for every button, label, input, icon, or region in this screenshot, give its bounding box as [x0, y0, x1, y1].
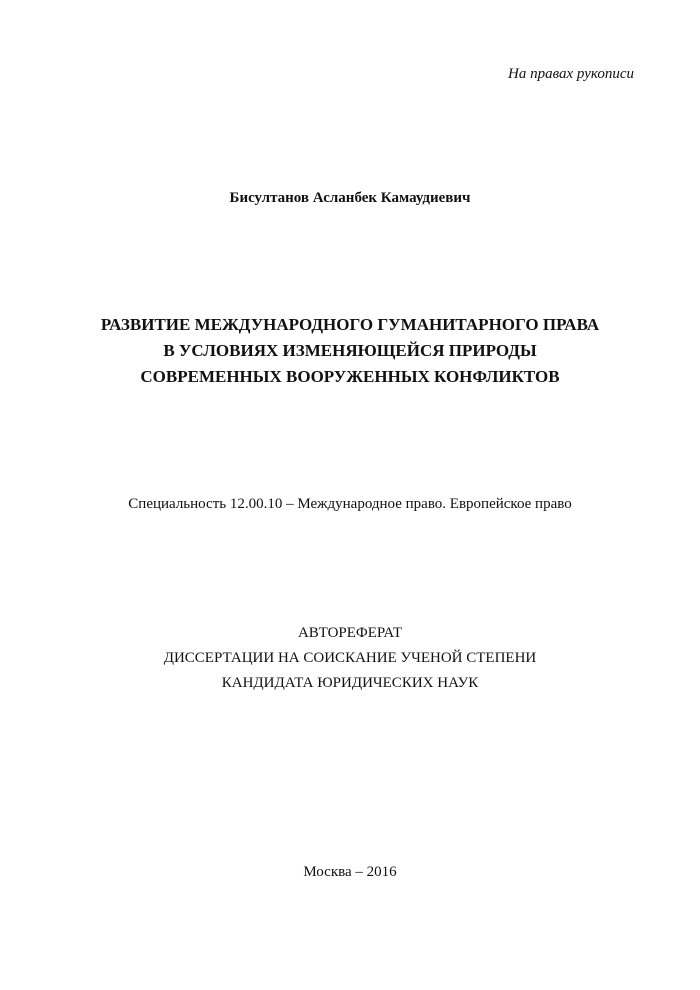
- abstract-line: ДИССЕРТАЦИИ НА СОИСКАНИЕ УЧЕНОЙ СТЕПЕНИ: [163, 650, 537, 666]
- title-line: В УСЛОВИЯХ ИЗМЕНЯЮЩЕЙСЯ ПРИРОДЫ: [163, 341, 537, 360]
- city-year: Москва – 2016: [303, 864, 397, 880]
- rights-note: На правах рукописи: [508, 66, 634, 82]
- abstract-line: КАНДИДАТА ЮРИДИЧЕСКИХ НАУК: [221, 675, 479, 691]
- title-line: СОВРЕМЕННЫХ ВООРУЖЕННЫХ КОНФЛИКТОВ: [140, 367, 560, 386]
- author-name: Бисултанов Асланбек Камаудиевич: [229, 190, 471, 206]
- title-line: РАЗВИТИЕ МЕЖДУНАРОДНОГО ГУМАНИТАРНОГО ПРАВА: [100, 315, 600, 334]
- dissertation-title: [0, 312, 700, 390]
- abstract-line: АВТОРЕФЕРАТ: [297, 625, 403, 641]
- specialty-line: Специальность 12.00.10 – Международное право. Европейское право: [128, 496, 572, 512]
- abstract-heading: [0, 621, 700, 696]
